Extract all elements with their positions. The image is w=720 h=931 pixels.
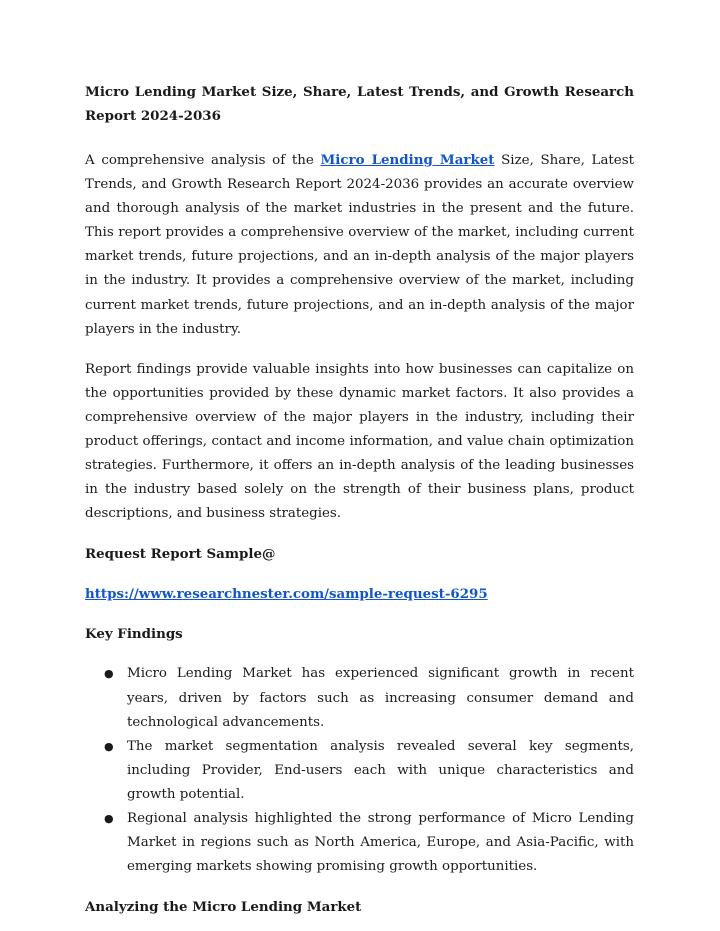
spacer [85, 342, 634, 358]
list-item [85, 735, 634, 807]
list-item [85, 662, 634, 734]
request-sample-heading: Request Report Sample@ [85, 546, 276, 563]
key-findings-heading: Key Findings [85, 626, 183, 643]
list-item-text: Regional analysis highlighted the strong performance of Micro Lending Market in regions such as North America, Europe, and Asia-Pacific, with emerging markets showing promising growth opportunities. [127, 810, 634, 875]
spacer [85, 128, 634, 148]
bullet-icon: ● [104, 811, 114, 825]
intro-text-before-link: A comprehensive analysis of the [85, 153, 321, 168]
list-item-text: Micro Lending Market has experienced significant growth in recent years, driven by factors such as increasing consumer demand and technological advancements. [127, 666, 634, 730]
bullet-icon: ● [104, 667, 114, 681]
micro-lending-market-link[interactable]: Micro Lending Market [320, 152, 495, 168]
spacer [85, 526, 634, 542]
sample-request-link[interactable]: https://www.researchnester.com/sample-request-6295 [85, 586, 488, 603]
list-item [85, 807, 634, 879]
spacer [85, 566, 634, 582]
bullet-icon: ● [104, 739, 114, 753]
document-page [85, 80, 634, 919]
document-title: Micro Lending Market Size, Share, Latest Trends, and Growth Research Report 2024-2036 [85, 84, 634, 124]
spacer [85, 646, 634, 662]
key-findings-list [85, 662, 634, 879]
analyzing-heading: Analyzing the Micro Lending Market [85, 899, 362, 916]
intro-text-after-link: Size, Share, Latest Trends, and Growth Research Report 2024-2036 provides an accurate overview and thorough analysis of the market industries in the present and the future. This report provides a comprehensive overview of the market, including current market trends, future projections, and an in-depth analysis of the major players in the industry. It provides a comprehensive overview of the market, including current market trends, future projections, and an in-depth analysis of the major players in the industry. [85, 153, 634, 337]
intro-paragraph [85, 148, 634, 342]
list-item-text: The market segmentation analysis revealed several key segments, including Provider, End-users each with unique characteristics and growth potential. [127, 738, 634, 802]
spacer [85, 606, 634, 622]
spacer [85, 879, 634, 895]
findings-paragraph: Report findings provide valuable insights into how businesses can capitalize on the opportunities provided by these dynamic market factors. It also provides a comprehensive overview of the major players in the industry, including their product offerings, contact and income information, and value chain optimization strategies. Furthermore, it offers an in-depth analysis of the leading businesses in the industry based solely on the strength of their business plans, product descriptions, and business strategies. [85, 361, 634, 522]
